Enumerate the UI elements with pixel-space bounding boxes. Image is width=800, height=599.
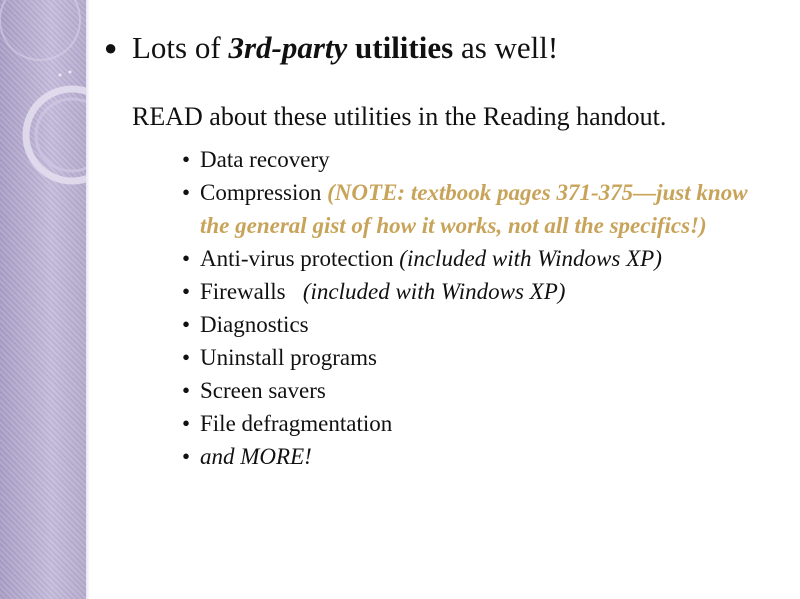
list-item: • Uninstall programs [182,341,782,374]
list-item: • and MORE! [182,440,782,473]
reading-note: READ about these utilities in the Reading handout. [132,102,667,131]
compression-note: (NOTE: textbook pages 371-375—just know the general gist of how it works, not all the specifics!) [200,180,748,238]
bullet-icon: ● [104,35,118,60]
list-item: • Data recovery [182,143,782,176]
decorative-sidebar [0,0,86,599]
bullet-icon: • [182,279,191,304]
list-item: • Screen savers [182,374,782,407]
bullet-icon: • [182,180,191,205]
sidebar-divider [86,0,90,599]
bullet-icon: • [182,312,191,337]
windows-note: (included with Windows XP) [399,246,662,271]
list-item: • File defragmentation [182,407,782,440]
utilities-list [182,143,782,473]
bullet-icon: • [182,411,191,436]
bullet-icon: • [182,246,191,271]
bullet-icon: • [182,345,191,370]
bullet-icon: • [182,444,191,469]
list-item: • Compression (NOTE: textbook pages 371-375—just know the general gist of how it works, not all the specifics!) [182,176,782,242]
list-item: • Anti-virus protection (included with Windows XP) [182,242,782,275]
list-item: • Firewalls (included with Windows XP) [182,275,782,308]
main-bullet-text: Lots of 3rd-party utilities as well! [132,30,559,65]
windows-note: (included with Windows XP) [302,279,566,304]
decorative-circles [0,0,86,599]
bullet-icon: • [182,147,191,172]
bullet-icon: • [182,378,191,403]
list-item: • Diagnostics [182,308,782,341]
